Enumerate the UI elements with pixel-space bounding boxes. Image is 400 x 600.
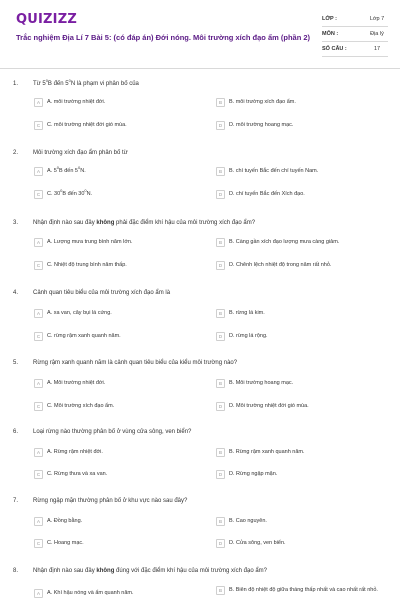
question-number: 8. — [13, 568, 19, 574]
option-letter-box: A — [34, 517, 43, 526]
option-letter-box: B — [216, 448, 225, 457]
option-letter-box: A — [34, 238, 43, 247]
option-letter-box: C — [34, 261, 43, 270]
option-letter-box: A — [34, 448, 43, 457]
option-text: A. môi trường nhiệt đới. — [47, 99, 106, 105]
option-c[interactable] — [34, 403, 202, 416]
option-letter-box: C — [34, 402, 43, 411]
meta-row-subject — [322, 27, 388, 42]
question-number: 2. — [13, 150, 19, 156]
option-letter-box: D — [216, 261, 225, 270]
option-c[interactable] — [34, 471, 202, 484]
option-letter-box: D — [216, 539, 225, 548]
option-letter-box: B — [216, 379, 225, 388]
worksheet-header — [0, 0, 400, 62]
option-letter-box: C — [34, 121, 43, 130]
option-letter-box: D — [216, 121, 225, 130]
option-letter-box: C — [34, 332, 43, 341]
worksheet-title: Trắc nghiệm Địa Lí 7 Bài 5: (có đáp án) Đới nóng. Môi trường xích đạo ẩm (phần 2) — [16, 33, 311, 42]
option-letter-box: B — [216, 517, 225, 526]
option-text: B. Cao nguyên. — [229, 518, 267, 524]
option-letter-box: A — [34, 589, 43, 598]
option-text: C. Hoang mạc. — [47, 540, 84, 546]
option-d[interactable] — [216, 540, 384, 553]
option-letter-box: A — [34, 167, 43, 176]
option-letter-box: C — [34, 190, 43, 199]
question-text: Loại rừng nào thường phân bố ở vùng cửa sông, ven biển? — [33, 429, 192, 435]
question-text: Nhận định nào sau đây không đúng với đặc điểm khí hậu của môi trường xích đạo ẩm? — [33, 568, 268, 574]
option-d[interactable] — [216, 122, 384, 135]
option-text: C. Môi trường xích đạo ẩm. — [47, 403, 115, 409]
option-text: C. Rừng thưa và xa van. — [47, 471, 108, 477]
option-a[interactable] — [34, 165, 202, 181]
option-d[interactable] — [216, 333, 384, 346]
question-text: Rừng rậm xanh quanh năm là cảnh quan tiêu biểu của kiểu môi trường nào? — [33, 360, 238, 366]
option-b[interactable] — [216, 587, 384, 600]
option-d[interactable] — [216, 403, 384, 416]
option-text: A. Khí hậu nóng và ẩm quanh năm. — [47, 590, 134, 596]
option-text: C. môi trường nhiệt đới gió mùa. — [47, 122, 127, 128]
option-letter-box: A — [34, 98, 43, 107]
option-b[interactable] — [216, 310, 384, 323]
option-text: D. chí tuyến Bắc đến Xích đạo. — [229, 191, 305, 197]
option-letter-box: D — [216, 402, 225, 411]
header-divider — [0, 68, 400, 69]
option-letter-box: B — [216, 98, 225, 107]
option-text: D. Cửa sông, ven biển. — [229, 540, 286, 546]
option-text: B. chí tuyến Bắc đến chí tuyến Nam. — [229, 168, 319, 174]
option-letter-box: A — [34, 379, 43, 388]
option-b[interactable] — [216, 168, 384, 181]
question-text: Cảnh quan tiêu biểu của môi trường xích đạo ẩm là — [33, 290, 171, 296]
option-a[interactable] — [34, 310, 202, 323]
question-number: 3. — [13, 220, 19, 226]
option-letter-box: D — [216, 470, 225, 479]
option-letter-box: B — [216, 238, 225, 247]
meta-row-count — [322, 42, 388, 57]
option-letter-box: C — [34, 539, 43, 548]
option-text: A. Đồng bằng. — [47, 518, 83, 524]
option-letter-box: B — [216, 586, 225, 595]
option-letter-box: B — [216, 309, 225, 318]
option-letter-box: D — [216, 190, 225, 199]
option-b[interactable] — [216, 518, 384, 531]
option-c[interactable] — [34, 188, 202, 204]
meta-value: Lớp 7 — [369, 16, 385, 22]
option-a[interactable] — [34, 590, 202, 600]
option-letter-box: C — [34, 470, 43, 479]
option-text: D. môi trường hoang mạc. — [229, 122, 294, 128]
option-letter-box: B — [216, 167, 225, 176]
option-letter-box: A — [34, 309, 43, 318]
option-letter-box: D — [216, 332, 225, 341]
question-text: Từ $5^0B$ đến $5^0N$ là phạm vi phân bố của — [33, 78, 139, 87]
question-number: 4. — [13, 290, 19, 296]
option-c[interactable] — [34, 333, 202, 346]
question-number: 5. — [13, 360, 19, 366]
option-b[interactable] — [216, 239, 384, 252]
option-c[interactable] — [34, 122, 202, 135]
meta-value: 17 — [373, 46, 381, 52]
option-text: A. Rừng rậm nhiệt đới. — [47, 449, 103, 455]
option-c[interactable] — [34, 262, 202, 275]
option-text: B. Càng gần xích đạo lượng mưa càng giảm. — [229, 239, 340, 245]
question-number: 7. — [13, 498, 19, 504]
quizizz-logo: QUIZIZZ — [16, 12, 77, 27]
option-b[interactable] — [216, 380, 384, 393]
option-a[interactable] — [34, 239, 202, 252]
question-number: 1. — [13, 81, 19, 87]
option-text: D. rừng lá rộng. — [229, 333, 268, 339]
option-text: C. $30^0B$ đến $30^0N$. — [47, 188, 93, 197]
option-text: B. Môi trường hoang mạc. — [229, 380, 294, 386]
option-text: C. Nhiệt độ trung bình năm thấp. — [47, 262, 127, 268]
meta-row-class — [322, 12, 388, 27]
option-text: A. Môi trường nhiệt đới. — [47, 380, 106, 386]
option-text: A. $5^0B$ đến $5^0N$. — [47, 165, 86, 174]
option-text: B. Rừng rậm xanh quanh năm. — [229, 449, 305, 455]
option-text: C. rừng rậm xanh quanh năm. — [47, 333, 121, 339]
meta-table — [322, 12, 388, 57]
question-number: 6. — [13, 429, 19, 435]
option-d[interactable] — [216, 262, 384, 275]
option-a[interactable] — [34, 380, 202, 393]
option-text: A. Lượng mưa trung bình năm lớn. — [47, 239, 133, 245]
meta-label: SỐ CÂU : — [322, 46, 347, 52]
option-text: D. Môi trường nhiệt đới gió mùa. — [229, 403, 309, 409]
option-text: B. Biên độ nhiệt độ giữa tháng thấp nhất và cao nhất rất nhỏ. — [229, 587, 378, 593]
question-text: Nhận định nào sau đây không phải đặc điểm khí hậu của môi trường xích đạo ẩm? — [33, 220, 256, 226]
option-text: B. môi trường xích đạo ẩm. — [229, 99, 296, 105]
meta-label: LỚP : — [322, 16, 337, 22]
option-a[interactable] — [34, 449, 202, 462]
option-a[interactable] — [34, 518, 202, 531]
option-text: D. Chênh lệch nhiệt độ trong năm rất nhỏ. — [229, 262, 332, 268]
option-d[interactable] — [216, 191, 384, 204]
option-a[interactable] — [34, 99, 202, 112]
option-text: A. xa van, cây bụi lá cứng. — [47, 310, 112, 316]
meta-value: Địa lý — [370, 31, 384, 37]
option-text: B. rừng lá kim. — [229, 310, 265, 316]
option-c[interactable] — [34, 540, 202, 553]
question-text: Môi trường xích đạo ẩm phân bố từ — [33, 150, 128, 156]
option-b[interactable] — [216, 449, 384, 462]
meta-label: MÔN : — [322, 31, 339, 37]
option-d[interactable] — [216, 471, 384, 484]
option-text: D. Rừng ngập mặn. — [229, 471, 278, 477]
option-b[interactable] — [216, 99, 384, 112]
question-text: Rừng ngập mặn thường phân bố ở khu vực nào sau đây? — [33, 498, 188, 504]
